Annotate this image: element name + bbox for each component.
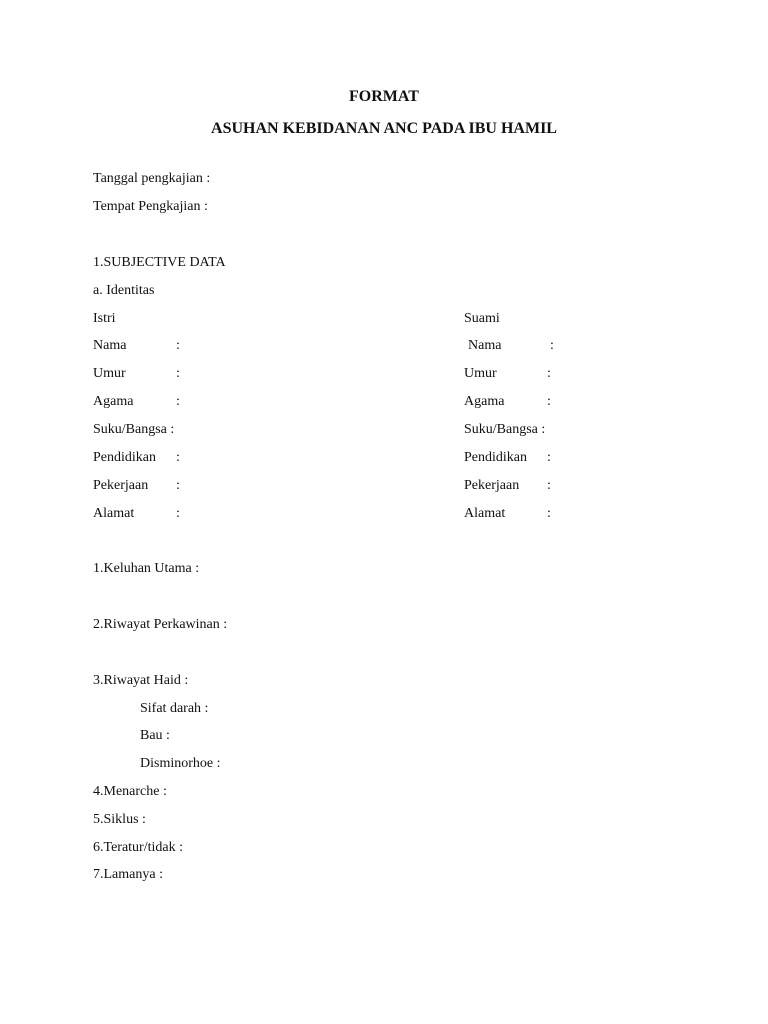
suami-field-suku: Suku/Bangsa : <box>464 422 546 437</box>
bau-label: Bau : <box>140 728 170 743</box>
menarche-label: 4.Menarche : <box>93 784 167 799</box>
document-subtitle: ASUHAN KEBIDANAN ANC PADA IBU HAMIL <box>211 120 557 137</box>
siklus-label: 5.Siklus : <box>93 812 146 827</box>
tanggal-pengkajian-label: Tanggal pengkajian : <box>93 171 211 186</box>
teratur-label: 6.Teratur/tidak : <box>93 840 183 855</box>
istri-field-umur: Umur <box>93 366 126 381</box>
suami-colon-agama: : <box>547 394 551 409</box>
suami-header: Suami <box>464 311 500 326</box>
istri-field-pekerjaan: Pekerjaan <box>93 478 149 493</box>
istri-field-suku: Suku/Bangsa : <box>93 422 175 437</box>
istri-colon-nama: : <box>176 338 180 353</box>
disminorhoe-label: Disminorhoe : <box>140 756 221 771</box>
suami-field-agama: Agama <box>464 394 505 409</box>
lamanya-label: 7.Lamanya : <box>93 867 163 882</box>
identitas-label: a. Identitas <box>93 283 155 298</box>
suami-field-pekerjaan: Pekerjaan <box>464 478 520 493</box>
riwayat-perkawinan-label: 2.Riwayat Perkawinan : <box>93 617 228 632</box>
istri-field-nama: Nama <box>93 338 127 353</box>
document-title: FORMAT <box>349 88 419 105</box>
suami-field-umur: Umur <box>464 366 497 381</box>
istri-colon-umur: : <box>176 366 180 381</box>
suami-field-pendidikan: Pendidikan <box>464 450 527 465</box>
istri-colon-pendidikan: : <box>176 450 180 465</box>
suami-colon-umur: : <box>547 366 551 381</box>
subjective-data-heading: 1.SUBJECTIVE DATA <box>93 255 226 270</box>
suami-colon-nama: : <box>550 338 554 353</box>
sifat-darah-label: Sifat darah : <box>140 701 209 716</box>
istri-field-pendidikan: Pendidikan <box>93 450 156 465</box>
suami-colon-pekerjaan: : <box>547 478 551 493</box>
istri-field-agama: Agama <box>93 394 134 409</box>
istri-header: Istri <box>93 311 116 326</box>
suami-field-alamat: Alamat <box>464 506 506 521</box>
riwayat-haid-label: 3.Riwayat Haid : <box>93 673 189 688</box>
suami-field-nama: Nama <box>468 338 502 353</box>
istri-colon-pekerjaan: : <box>176 478 180 493</box>
istri-colon-alamat: : <box>176 506 180 521</box>
tempat-pengkajian-label: Tempat Pengkajian : <box>93 199 208 214</box>
keluhan-utama-label: 1.Keluhan Utama : <box>93 561 200 576</box>
suami-colon-pendidikan: : <box>547 450 551 465</box>
istri-field-alamat: Alamat <box>93 506 135 521</box>
istri-colon-agama: : <box>176 394 180 409</box>
suami-colon-alamat: : <box>547 506 551 521</box>
